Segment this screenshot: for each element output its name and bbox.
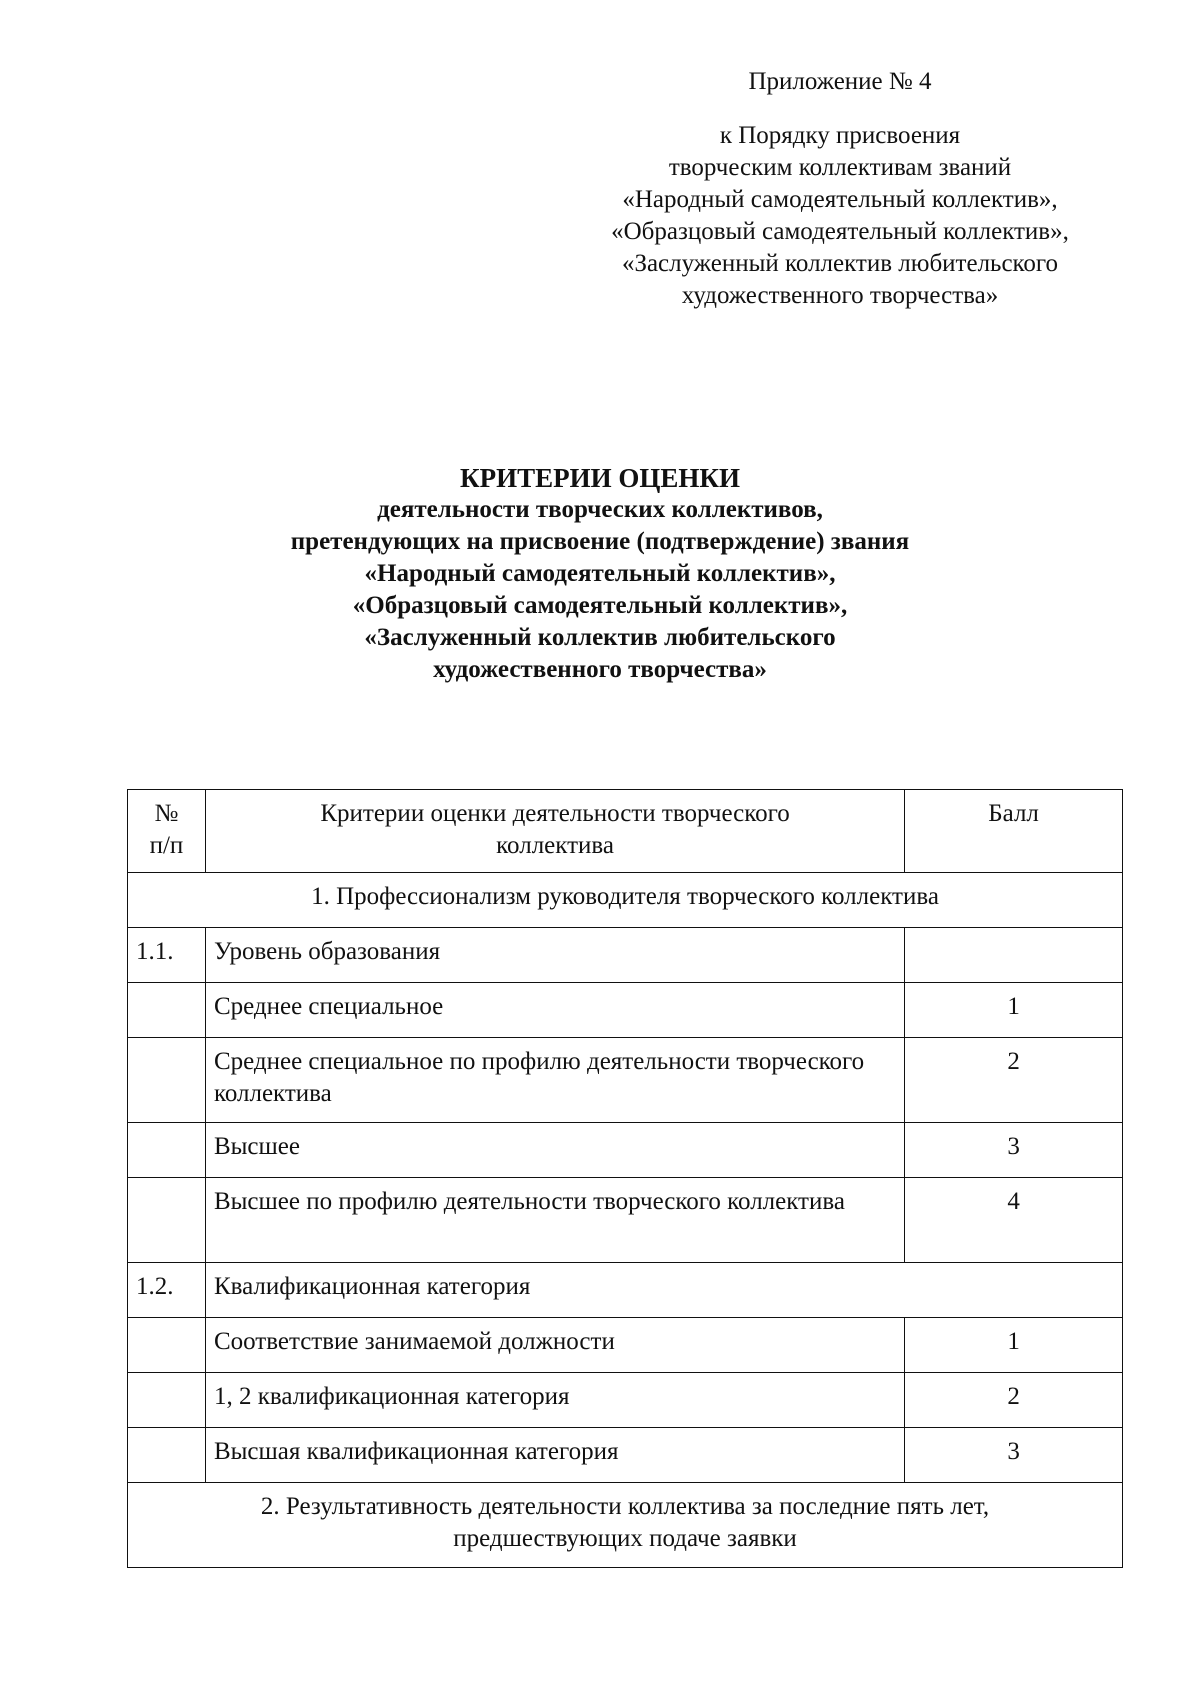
title-main: КРИТЕРИИ ОЦЕНКИ xyxy=(460,463,740,493)
appendix-line: «Народный самодеятельный коллектив», xyxy=(622,186,1058,213)
table-row xyxy=(128,983,1123,1038)
title-line: деятельности творческих коллективов, xyxy=(377,496,823,523)
header-score: Балл xyxy=(905,790,1123,873)
header-criteria-line: Критерии оценки деятельности творческого xyxy=(320,800,790,827)
row-score: 3 xyxy=(905,1123,1123,1178)
section-title: 1. Профессионализм руководителя творческого коллектива xyxy=(128,873,1123,928)
section-title-line: предшествующих подаче заявки xyxy=(453,1525,797,1552)
row-score xyxy=(905,928,1123,983)
table-row xyxy=(128,1318,1123,1373)
title-line: претендующих на присвоение (подтверждение) звания xyxy=(290,528,910,555)
table-row xyxy=(128,1178,1123,1263)
row-number xyxy=(128,1123,206,1178)
header-number xyxy=(128,790,206,873)
criteria-table xyxy=(127,789,1123,1568)
title-line: «Образцовый самодеятельный коллектив», xyxy=(352,592,848,619)
section-title xyxy=(128,1483,1123,1568)
row-number xyxy=(128,1428,206,1483)
appendix-line: к Порядку присвоения xyxy=(719,122,961,149)
table-row xyxy=(128,1373,1123,1428)
row-criterion: Среднее специальное по профилю деятельности творческого коллектива xyxy=(205,1038,904,1123)
row-criterion: Высшая квалификационная категория xyxy=(205,1428,904,1483)
table-row xyxy=(128,1123,1123,1178)
section-row xyxy=(128,873,1123,928)
row-score: 4 xyxy=(905,1178,1123,1263)
row-score: 2 xyxy=(905,1373,1123,1428)
row-criterion: Квалификационная категория xyxy=(205,1263,1122,1318)
row-criterion: Высшее xyxy=(205,1123,904,1178)
row-number xyxy=(128,1373,206,1428)
appendix-line: «Заслуженный коллектив любительского xyxy=(621,250,1059,277)
row-score: 1 xyxy=(905,1318,1123,1373)
table-header-row xyxy=(128,790,1123,873)
row-score: 2 xyxy=(905,1038,1123,1123)
appendix-line: художественного творчества» xyxy=(681,282,999,309)
row-score: 3 xyxy=(905,1428,1123,1483)
row-number: 1.2. xyxy=(128,1263,206,1318)
title-line: «Народный самодеятельный коллектив», xyxy=(364,560,836,587)
appendix-line: творческим коллективам званий xyxy=(668,154,1012,181)
row-score: 1 xyxy=(905,983,1123,1038)
title-line: «Заслуженный коллектив любительского xyxy=(364,624,836,651)
table-row xyxy=(128,1263,1123,1318)
title-line: художественного творчества» xyxy=(433,656,767,683)
row-criterion: 1, 2 квалификационная категория xyxy=(205,1373,904,1428)
row-criterion: Уровень образования xyxy=(205,928,904,983)
header-number-line: п/п xyxy=(149,832,184,859)
row-criterion: Соответствие занимаемой должности xyxy=(205,1318,904,1373)
header-criteria xyxy=(205,790,904,873)
appendix-header xyxy=(560,66,1120,312)
row-criterion: Среднее специальное xyxy=(205,983,904,1038)
table-row xyxy=(128,1428,1123,1483)
header-number-line: № xyxy=(154,800,179,827)
row-number xyxy=(128,1178,206,1263)
row-criterion: Высшее по профилю деятельности творческого коллектива xyxy=(205,1178,904,1263)
row-number xyxy=(128,983,206,1038)
appendix-line: «Образцовый самодеятельный коллектив», xyxy=(611,218,1069,245)
appendix-number: Приложение № 4 xyxy=(748,68,932,95)
row-number xyxy=(128,1318,206,1373)
row-number: 1.1. xyxy=(128,928,206,983)
header-criteria-line: коллектива xyxy=(496,832,614,859)
document-title xyxy=(130,462,1070,686)
section-title-line: 2. Результативность деятельности коллектива за последние пять лет, xyxy=(260,1493,990,1520)
row-number xyxy=(128,1038,206,1123)
table-row xyxy=(128,928,1123,983)
section-row xyxy=(128,1483,1123,1568)
table-row xyxy=(128,1038,1123,1123)
